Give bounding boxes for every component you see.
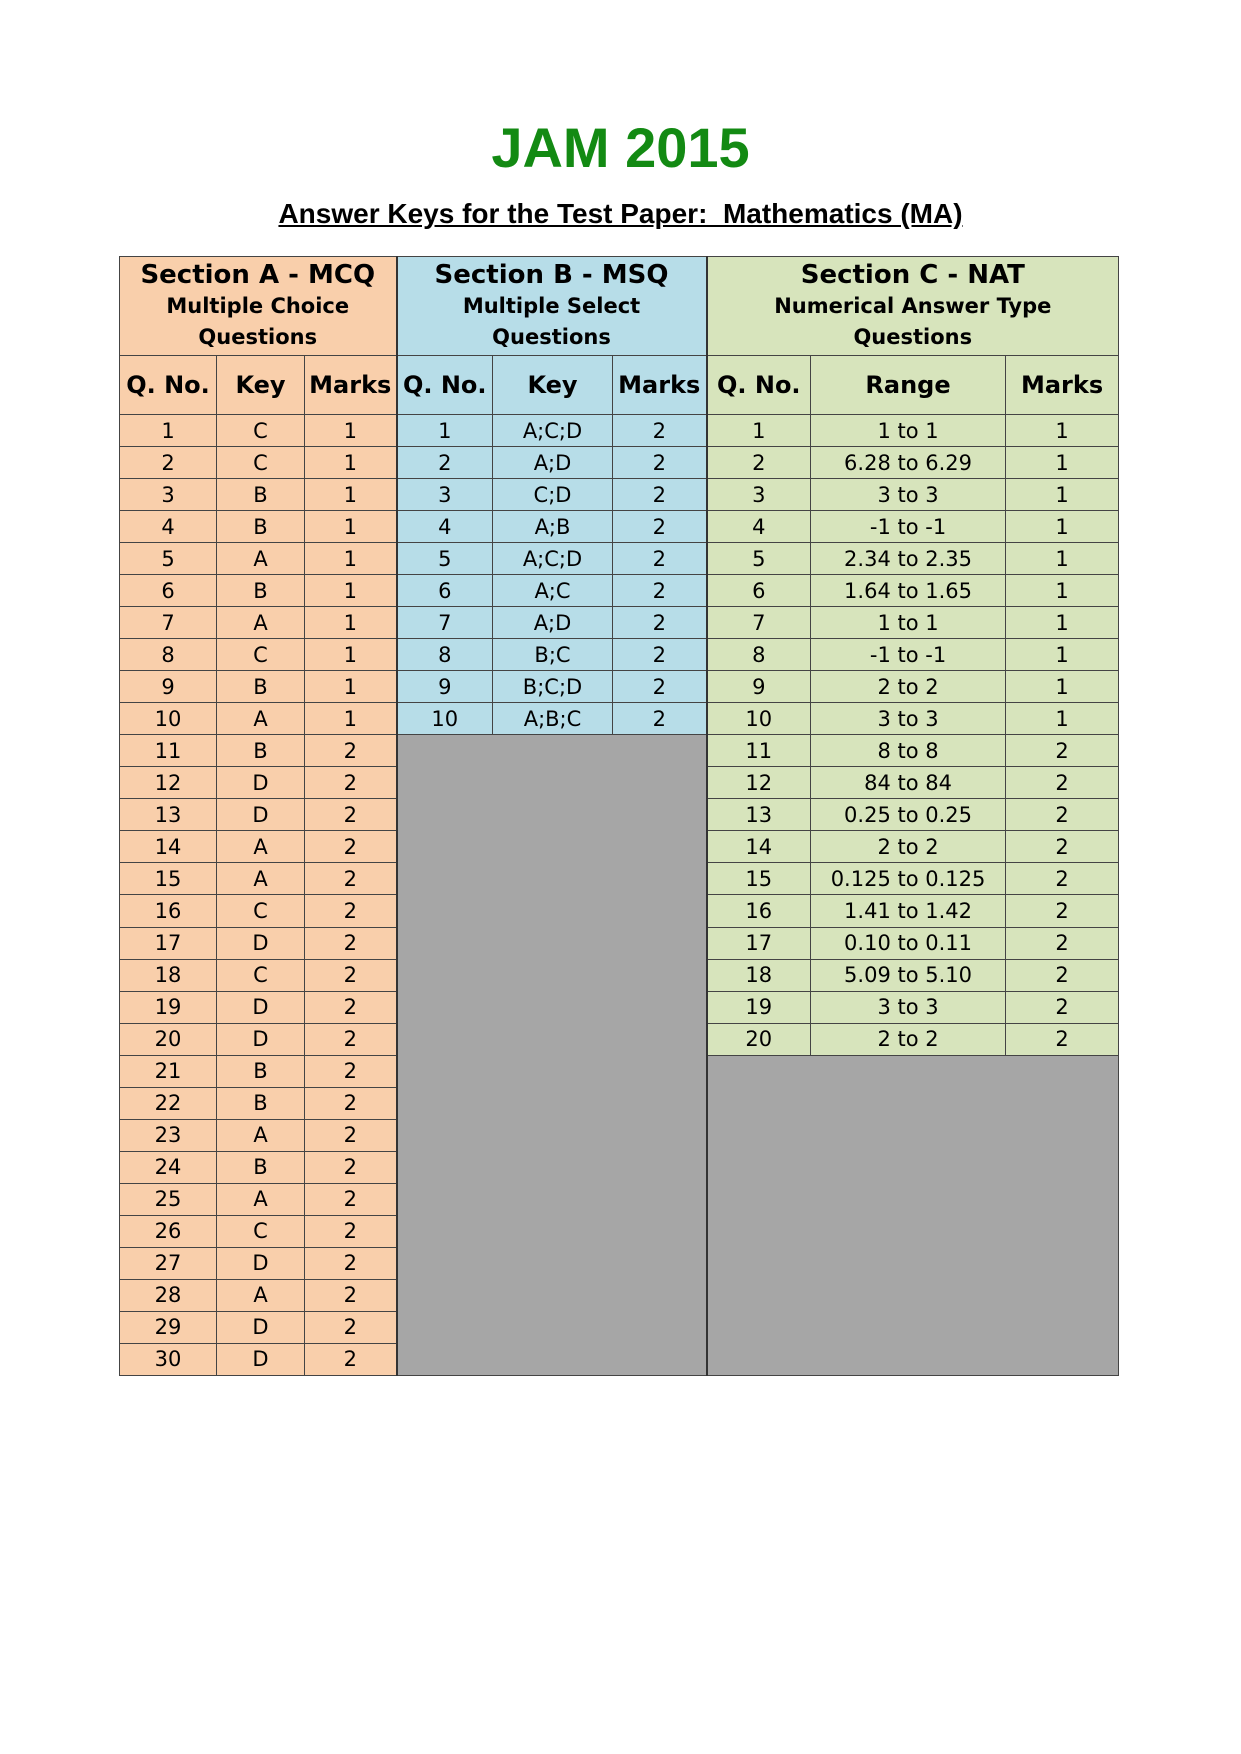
section-b-cell: A;C [493, 575, 613, 607]
section-c-cell: 1 [1006, 639, 1119, 671]
section-a-cell: 2 [305, 1247, 397, 1279]
section-a-cell: C [217, 415, 305, 447]
section-a-cell: 22 [120, 1087, 217, 1119]
section-a-cell: 5 [120, 543, 217, 575]
section-a-cell: 24 [120, 1151, 217, 1183]
section-b-cell: 1 [397, 415, 493, 447]
section-a-cell: B [217, 479, 305, 511]
section-b-cell: 2 [613, 479, 707, 511]
section-a-cell: A [217, 1279, 305, 1311]
section-a-cell: D [217, 799, 305, 831]
section-b-cell: C;D [493, 479, 613, 511]
section-a-cell: 2 [305, 1343, 397, 1375]
section-a-cell: 2 [305, 895, 397, 927]
section-a-cell: 16 [120, 895, 217, 927]
column-header: Q. No. [397, 356, 493, 415]
section-a-cell: 17 [120, 927, 217, 959]
section-a-cell: 7 [120, 607, 217, 639]
column-header: Q. No. [120, 356, 217, 415]
section-c-cell: 1 to 1 [811, 415, 1006, 447]
subtitle-text: Answer Keys for the Test Paper: Mathematics (MA) [278, 198, 963, 229]
section-a-cell: 2 [305, 1087, 397, 1119]
section-c-cell: 6.28 to 6.29 [811, 447, 1006, 479]
column-header: Key [217, 356, 305, 415]
section-c-cell: 2 [707, 447, 811, 479]
section-c-cell: 3 [707, 479, 811, 511]
section-a-cell: D [217, 1311, 305, 1343]
section-b-cell: 4 [397, 511, 493, 543]
section-a-cell: 11 [120, 735, 217, 767]
section-a-cell: C [217, 1215, 305, 1247]
section-a-cell: 2 [305, 959, 397, 991]
section-c-cell: 5.09 to 5.10 [811, 959, 1006, 991]
section-c-cell: 15 [707, 863, 811, 895]
section-a-cell: A [217, 1183, 305, 1215]
section-a-cell: 28 [120, 1279, 217, 1311]
section-c-cell: -1 to -1 [811, 511, 1006, 543]
section-c-cell: 8 [707, 639, 811, 671]
section-b-cell: 2 [613, 607, 707, 639]
section-b-name: Section B - MSQ [434, 259, 669, 290]
section-a-cell: 1 [305, 703, 397, 735]
section-c-cell: 0.125 to 0.125 [811, 863, 1006, 895]
section-c-cell: 1 [1006, 575, 1119, 607]
section-a-cell: 1 [305, 671, 397, 703]
section-c-cell: 17 [707, 927, 811, 959]
section-c-cell: 1.64 to 1.65 [811, 575, 1006, 607]
section-c-cell: 2 [1006, 959, 1119, 991]
section-b-cell: A;C;D [493, 543, 613, 575]
column-header: Marks [1006, 356, 1119, 415]
table-row [120, 607, 1119, 639]
section-c-cell: 2 [1006, 799, 1119, 831]
section-c-cell: 1 [1006, 703, 1119, 735]
section-b-cell: 2 [613, 415, 707, 447]
section-c-cell: 2 to 2 [811, 671, 1006, 703]
section-c-cell: 7 [707, 607, 811, 639]
section-a-cell: 2 [305, 991, 397, 1023]
section-a-cell: 1 [305, 479, 397, 511]
section-a-cell: 15 [120, 863, 217, 895]
section-c-cell: 12 [707, 767, 811, 799]
section-c-cell: 0.10 to 0.11 [811, 927, 1006, 959]
section-c-name: Section C - NAT [800, 259, 1025, 290]
section-a-cell: 2 [305, 799, 397, 831]
section-a-cell: 1 [120, 415, 217, 447]
section-b-cell: 2 [613, 703, 707, 735]
section-a-cell: C [217, 447, 305, 479]
section-c-cell: 19 [707, 991, 811, 1023]
section-b-cell: 3 [397, 479, 493, 511]
section-c-cell: 6 [707, 575, 811, 607]
section-a-cell: 8 [120, 639, 217, 671]
section-b-cell: 2 [613, 543, 707, 575]
section-a-cell: 14 [120, 831, 217, 863]
section-b-cell: 5 [397, 543, 493, 575]
table-row [120, 511, 1119, 543]
answer-key-body [120, 415, 1119, 1376]
section-a-cell: 20 [120, 1023, 217, 1055]
section-a-cell: 25 [120, 1183, 217, 1215]
section-c-cell: 2 [1006, 895, 1119, 927]
section-a-cell: D [217, 1343, 305, 1375]
section-a-cell: 27 [120, 1247, 217, 1279]
section-a-cell: B [217, 735, 305, 767]
page-title: JAM 2015 [491, 116, 750, 179]
section-c-cell: 16 [707, 895, 811, 927]
section-c-cell: 1 [1006, 479, 1119, 511]
section-a-cell: 2 [305, 831, 397, 863]
section-a-cell: 23 [120, 1119, 217, 1151]
section-c-cell: 2 [1006, 927, 1119, 959]
section-a-cell: 4 [120, 511, 217, 543]
section-c-cell: 11 [707, 735, 811, 767]
section-b-cell: 6 [397, 575, 493, 607]
section-c-cell: 2 to 2 [811, 1023, 1006, 1055]
section-a-cell: 1 [305, 415, 397, 447]
section-b-cell: A;D [493, 447, 613, 479]
section-a-header [120, 257, 397, 356]
section-c-cell: 2 to 2 [811, 831, 1006, 863]
section-c-sub2: Questions [853, 324, 973, 349]
section-a-cell: A [217, 607, 305, 639]
section-c-empty-area [707, 1055, 1119, 1375]
table-row [120, 639, 1119, 671]
section-c-cell: 3 to 3 [811, 991, 1006, 1023]
section-a-cell: 2 [305, 1215, 397, 1247]
section-a-cell: D [217, 1247, 305, 1279]
section-a-cell: 2 [305, 927, 397, 959]
section-c-cell: 20 [707, 1023, 811, 1055]
table-row [120, 575, 1119, 607]
section-a-cell: 2 [120, 447, 217, 479]
section-a-cell: B [217, 1055, 305, 1087]
section-b-cell: 2 [613, 639, 707, 671]
section-b-cell: 2 [613, 575, 707, 607]
section-a-cell: 26 [120, 1215, 217, 1247]
section-a-cell: 2 [305, 1311, 397, 1343]
section-a-cell: 2 [305, 1119, 397, 1151]
section-c-header [707, 257, 1119, 356]
column-header: Range [811, 356, 1006, 415]
section-a-cell: A [217, 1119, 305, 1151]
section-c-cell: 14 [707, 831, 811, 863]
section-b-cell: A;D [493, 607, 613, 639]
section-c-cell: 1 [1006, 607, 1119, 639]
column-header-row [120, 356, 1119, 415]
section-a-cell: 3 [120, 479, 217, 511]
section-c-cell: 3 to 3 [811, 479, 1006, 511]
page-subtitle [0, 196, 1241, 232]
section-a-cell: A [217, 703, 305, 735]
section-c-cell: 1.41 to 1.42 [811, 895, 1006, 927]
table-row [120, 703, 1119, 735]
section-a-cell: D [217, 927, 305, 959]
section-a-cell: 10 [120, 703, 217, 735]
section-b-cell: 2 [613, 447, 707, 479]
column-header: Marks [305, 356, 397, 415]
section-a-cell: A [217, 543, 305, 575]
section-b-cell: 10 [397, 703, 493, 735]
section-a-cell: 21 [120, 1055, 217, 1087]
section-a-cell: B [217, 575, 305, 607]
table-row [120, 447, 1119, 479]
section-c-cell: 2 [1006, 1023, 1119, 1055]
section-c-cell: 2.34 to 2.35 [811, 543, 1006, 575]
column-header: Q. No. [707, 356, 811, 415]
section-c-cell: -1 to -1 [811, 639, 1006, 671]
section-c-cell: 1 [707, 415, 811, 447]
section-a-cell: B [217, 1087, 305, 1119]
column-header: Key [493, 356, 613, 415]
section-a-name: Section A - MCQ [140, 259, 376, 290]
section-a-cell: C [217, 639, 305, 671]
section-c-cell: 2 [1006, 767, 1119, 799]
section-c-cell: 1 [1006, 447, 1119, 479]
section-a-cell: 18 [120, 959, 217, 991]
section-a-sub2: Questions [198, 324, 318, 349]
section-a-cell: 12 [120, 767, 217, 799]
section-a-cell: C [217, 959, 305, 991]
answer-key-table [119, 256, 1119, 1376]
section-c-cell: 1 [1006, 671, 1119, 703]
section-a-cell: 2 [305, 1023, 397, 1055]
section-a-cell: 9 [120, 671, 217, 703]
section-a-cell: 1 [305, 639, 397, 671]
section-c-cell: 2 [1006, 863, 1119, 895]
table-row [120, 415, 1119, 447]
section-a-sub1: Multiple Choice [166, 293, 350, 318]
section-c-cell: 13 [707, 799, 811, 831]
section-c-cell: 4 [707, 511, 811, 543]
section-c-cell: 2 [1006, 735, 1119, 767]
section-a-cell: D [217, 991, 305, 1023]
section-a-cell: 30 [120, 1343, 217, 1375]
section-c-cell: 2 [1006, 831, 1119, 863]
section-b-cell: A;B;C [493, 703, 613, 735]
section-b-cell: B;C [493, 639, 613, 671]
table-row [120, 671, 1119, 703]
section-a-cell: A [217, 831, 305, 863]
table-row [120, 543, 1119, 575]
section-a-cell: 2 [305, 735, 397, 767]
section-header-row [120, 257, 1119, 356]
section-a-cell: 2 [305, 1183, 397, 1215]
section-c-sub1: Numerical Answer Type [774, 293, 1052, 318]
section-c-cell: 84 to 84 [811, 767, 1006, 799]
section-a-cell: 2 [305, 767, 397, 799]
section-c-cell: 1 [1006, 415, 1119, 447]
section-c-cell: 5 [707, 543, 811, 575]
section-a-cell: 1 [305, 511, 397, 543]
table-row [120, 479, 1119, 511]
section-a-cell: B [217, 671, 305, 703]
section-a-cell: 1 [305, 607, 397, 639]
section-b-sub1: Multiple Select [462, 293, 641, 318]
section-b-cell: A;C;D [493, 415, 613, 447]
section-c-cell: 1 [1006, 511, 1119, 543]
section-c-cell: 10 [707, 703, 811, 735]
section-c-cell: 18 [707, 959, 811, 991]
section-b-header [397, 257, 707, 356]
section-a-cell: 6 [120, 575, 217, 607]
section-a-cell: 19 [120, 991, 217, 1023]
section-b-cell: 2 [613, 671, 707, 703]
section-a-cell: D [217, 1023, 305, 1055]
section-b-empty-area [397, 735, 707, 1376]
section-b-cell: 2 [397, 447, 493, 479]
section-b-cell: 7 [397, 607, 493, 639]
section-b-cell: 9 [397, 671, 493, 703]
section-a-cell: 29 [120, 1311, 217, 1343]
section-b-cell: 2 [613, 511, 707, 543]
section-c-cell: 8 to 8 [811, 735, 1006, 767]
section-a-cell: 1 [305, 447, 397, 479]
section-b-cell: B;C;D [493, 671, 613, 703]
section-a-cell: 2 [305, 1055, 397, 1087]
section-a-cell: A [217, 863, 305, 895]
section-b-cell: A;B [493, 511, 613, 543]
section-a-cell: B [217, 511, 305, 543]
section-c-cell: 2 [1006, 991, 1119, 1023]
section-a-cell: 1 [305, 575, 397, 607]
section-c-cell: 1 to 1 [811, 607, 1006, 639]
section-a-cell: 2 [305, 863, 397, 895]
section-c-cell: 0.25 to 0.25 [811, 799, 1006, 831]
section-a-cell: 13 [120, 799, 217, 831]
section-a-cell: 2 [305, 1151, 397, 1183]
section-a-cell: D [217, 767, 305, 799]
section-a-cell: 2 [305, 1279, 397, 1311]
table-row [120, 735, 1119, 767]
column-header: Marks [613, 356, 707, 415]
section-b-cell: 8 [397, 639, 493, 671]
section-c-cell: 9 [707, 671, 811, 703]
section-a-cell: 1 [305, 543, 397, 575]
section-a-cell: C [217, 895, 305, 927]
section-c-cell: 3 to 3 [811, 703, 1006, 735]
section-a-cell: B [217, 1151, 305, 1183]
section-b-sub2: Questions [492, 324, 611, 349]
section-c-cell: 1 [1006, 543, 1119, 575]
